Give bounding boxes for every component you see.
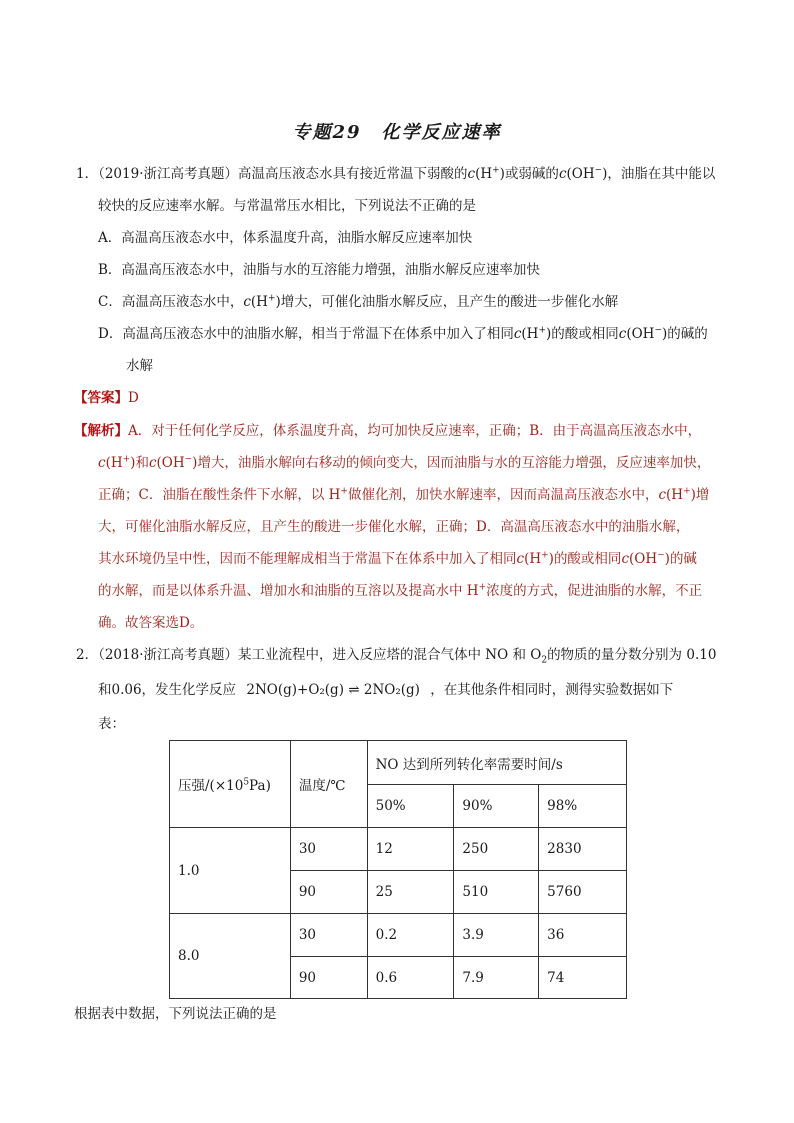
q1-analysis-line3: 正确；C．油脂在酸性条件下水解，以 H+做催化剂，加快水解速率，因而高温高压液态水中，c(H+)增	[98, 486, 710, 503]
q1-stem-line2: 较快的反应速率水解。与常温常压水相比，下列说法不正确的是	[98, 198, 476, 214]
header-time: NO 达到所列转化率需要时间/s	[367, 741, 626, 785]
table-row	[170, 828, 627, 871]
page-title: 专题29 化学反应速率	[292, 122, 502, 143]
q2-stem-line2: 和0.06，发生化学反应 2NO(g)+O₂(g) ⇌ 2NO₂(g) ，在其他条件相同时，测得实验数据如下	[98, 682, 674, 698]
q1-source: （2019·浙江高考真题）	[98, 166, 238, 182]
q1-stem-line1: 1．（2019·浙江高考真题）高温高压液态水具有接近常温下弱酸的c(H+)或弱碱的c(OH−)，油脂在其中能以	[76, 165, 716, 182]
value-cell: 5760	[539, 871, 627, 914]
temp-cell: 90	[290, 957, 367, 999]
pressure-cell: 1.0	[170, 828, 291, 914]
value-cell: 0.2	[367, 914, 454, 957]
data-table	[169, 740, 627, 999]
temp-cell: 30	[290, 914, 367, 957]
header-pressure: 压强$/(\times 10^5Pa)$	[170, 741, 291, 828]
value-cell: 25	[367, 871, 454, 914]
table-row	[170, 914, 627, 957]
q1-answer: 【答案】D	[74, 390, 139, 406]
q1-option-b: B．高温高压液态水中，油脂与水的互溶能力增强，油脂水解反应速率加快	[98, 262, 540, 278]
value-cell: 2830	[539, 828, 627, 871]
q1-analysis-line7: 确。故答案选D。	[98, 615, 204, 631]
q1-option-c: C．高温高压液态水中，c(H+)增大，可催化油脂水解反应，且产生的酸进一步催化水解	[98, 293, 619, 310]
header-temperature: 温度/℃	[290, 741, 367, 828]
q2-stem-line1: 2．（2018·浙江高考真题）某工业流程中，进入反应塔的混合气体中 NO 和 $O_2$的物质的量分数分别为 0.10	[76, 647, 717, 666]
q2-number: 2．	[76, 647, 99, 663]
q1-option-d: D．高温高压液态水中的油脂水解，相当于常温下在体系中加入了相同c(H+)的酸或相同c(OH−)的碱的	[98, 325, 708, 342]
q2-after-table: 根据表中数据，下列说法正确的是	[74, 1006, 277, 1022]
q1-number: 1．	[76, 166, 99, 182]
header-rate: 98%	[539, 785, 627, 828]
value-cell: 0.6	[367, 957, 454, 999]
q2-stem-line3: 表：	[98, 716, 125, 732]
q1-option-a: A．高温高压液态水中，体系温度升高，油脂水解反应速率加快	[98, 230, 473, 246]
header-rate: 50%	[367, 785, 454, 828]
value-cell: 12	[367, 828, 454, 871]
q1-analysis-line6: 的水解，而是以体系升温、增加水和油脂的互溶以及提高水中 H+浓度的方式，促进油脂的水解，不正	[98, 582, 703, 599]
q1-option-d-line2: 水解	[126, 358, 153, 374]
temp-cell: 90	[290, 871, 367, 914]
value-cell: 250	[454, 828, 539, 871]
value-cell: 36	[539, 914, 627, 957]
q1-analysis-line5: 其水环境仍呈中性，因而不能理解成相当于常温下在体系中加入了相同c(H+)的酸或相同c(OH−)的碱	[98, 550, 697, 567]
q1-analysis-line4: 大，可催化油脂水解反应，且产生的酸进一步催化水解，正确；D．高温高压液态水中的油脂水解，	[98, 519, 690, 535]
q1-analysis-line1: 【解析】A．对于任何化学反应，体系温度升高，均可加快反应速率，正确；B．由于高温高压液态水中，	[74, 423, 702, 439]
header-rate: 90%	[454, 785, 539, 828]
value-cell: 3.9	[454, 914, 539, 957]
reaction-equation: 2NO(g)+O₂(g) ⇌ 2NO₂(g)	[246, 682, 420, 698]
q1-analysis-line2: c(H+)和c(OH−)增大，油脂水解向右移动的倾向变大，因而油脂与水的互溶能力增强，反应速率加快，	[98, 454, 711, 471]
value-cell: 7.9	[454, 957, 539, 999]
value-cell: 510	[454, 871, 539, 914]
temp-cell: 30	[290, 828, 367, 871]
pressure-cell: 8.0	[170, 914, 291, 999]
q2-source: （2018·浙江高考真题）	[98, 647, 238, 663]
value-cell: 74	[539, 957, 627, 999]
